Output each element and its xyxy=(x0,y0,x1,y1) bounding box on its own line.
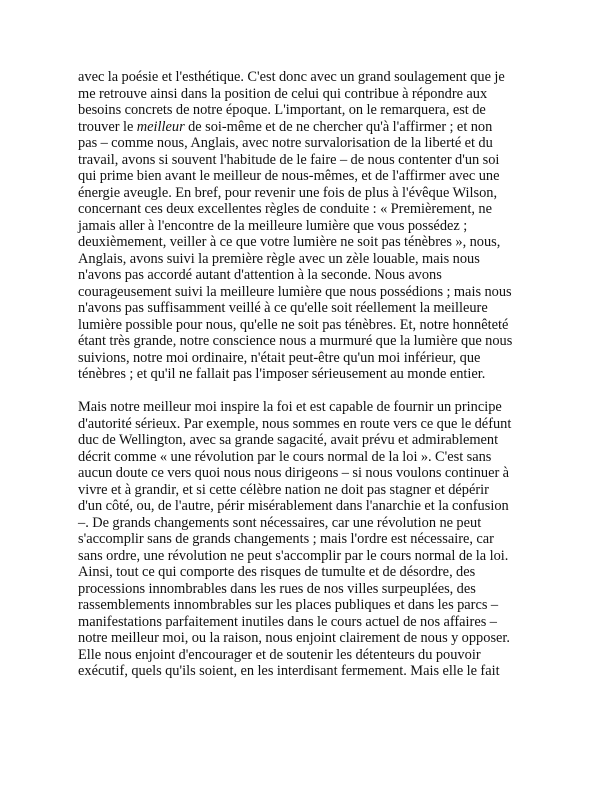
text-line: processions innombrables dans les rues de nos villes surpeuplées, des xyxy=(78,580,476,597)
text-line: suivions, notre moi ordinaire, n'était peut-être qu'un moi inférieur, que xyxy=(78,349,481,366)
paragraph-1 xyxy=(78,69,536,383)
text-line: jamais aller à l'encontre de la meilleure lumière que vous possédez ; xyxy=(78,217,468,234)
emphasized-word: meilleur xyxy=(136,118,185,135)
text-line: Mais notre meilleur moi inspire la foi et est capable de fournir un principe xyxy=(78,399,502,415)
text-line: sans ordre, une révolution ne peut s'accomplir par le cours normal de la loi. xyxy=(78,547,509,564)
text-line: étant très grande, notre conscience nous a murmuré que la lumière que nous xyxy=(78,333,513,349)
text-line: ténèbres ; et qu'il ne fallait pas l'imposer sérieusement au monde entier. xyxy=(78,366,486,382)
text-line: courageusement suivi la meilleure lumière que nous possédions ; mais nous xyxy=(78,283,512,300)
text-line: n'avons pas accordé autant d'attention à la seconde. Nous avons xyxy=(78,267,442,283)
text-line: travail, avons si souvent l'habitude de le faire – de nous contenter d'un soi xyxy=(78,151,500,168)
text-line: duc de Wellington, avec sa grande sagacité, avait prévu et admirablement xyxy=(78,432,499,448)
text-line: s'accomplir sans de grands changements ; mais l'ordre est nécessaire, car xyxy=(78,531,494,547)
text-line: décrit comme « une révolution par le cours normal de la loi ». C'est sans xyxy=(78,448,492,465)
text-line xyxy=(78,119,536,136)
text-line: besoins concrets de notre époque. L'important, on le remarquera, est de xyxy=(78,102,486,118)
text-line: Ainsi, tout ce qui comporte des risques de tumulte et de désordre, des xyxy=(78,564,476,580)
text-line: me retrouve ainsi dans la position de celui qui contribue à répondre aux xyxy=(78,85,488,102)
text-line: avec la poésie et l'esthétique. C'est donc avec un grand soulagement que je xyxy=(78,69,505,85)
text-segment: trouver le xyxy=(78,118,137,135)
text-line: rassemblements innombrables sur les places publiques et dans les parcs – xyxy=(78,597,499,613)
text-line: d'autorité sérieux. Par exemple, nous sommes en route vers ce que le défunt xyxy=(78,415,512,432)
text-line: qui prime bien avant le meilleur de nous-mêmes, et de l'affirmer avec une xyxy=(78,168,500,184)
text-line: pas – comme nous, Anglais, avec notre survalorisation de la liberté et du xyxy=(78,135,493,151)
document-page xyxy=(78,69,536,680)
text-line: énergie aveugle. En bref, pour revenir une fois de plus à l'évêque Wilson, xyxy=(78,184,498,201)
text-line: –. De grands changements sont nécessaires, car une révolution ne peut xyxy=(78,514,482,531)
text-line: manifestations parfaitement inutiles dans le cours actuel de nos affaires – xyxy=(78,613,497,630)
text-segment: de soi-même et de ne chercher qu'à l'affirmer ; et non xyxy=(184,118,493,135)
text-line: aucun doute ce vers quoi nous nous dirigeons – si nous voulons continuer à xyxy=(78,465,510,481)
text-line: lumière possible pour nous, qu'elle ne soit pas ténèbres. Et, notre honnêteté xyxy=(78,316,509,333)
text-line: d'un côté, ou, de l'autre, périr misérablement dans l'anarchie et la confusion xyxy=(78,498,509,514)
text-line: deuxièmement, veiller à ce que votre lumière ne soit pas ténèbres », nous, xyxy=(78,234,501,250)
text-line: n'avons pas suffisamment veillé à ce qu'elle soit réellement la meilleure xyxy=(78,300,488,316)
text-line: concernant ces deux excellentes règles de conduite : « Premièrement, ne xyxy=(78,201,492,217)
paragraph-2 xyxy=(78,399,536,680)
text-line: Elle nous enjoint d'encourager et de soutenir les détenteurs du pouvoir xyxy=(78,646,481,663)
text-line: notre meilleur moi, ou la raison, nous enjoint clairement de nous y opposer. xyxy=(78,630,511,646)
text-line: exécutif, quels qu'ils soient, en les interdisant fermement. Mais elle le fait xyxy=(78,663,500,679)
text-line: Anglais, avons suivi la première règle avec un zèle louable, mais nous xyxy=(78,250,480,267)
text-line: vivre et à grandir, et si cette célèbre nation ne doit pas stagner et dépérir xyxy=(78,481,489,498)
